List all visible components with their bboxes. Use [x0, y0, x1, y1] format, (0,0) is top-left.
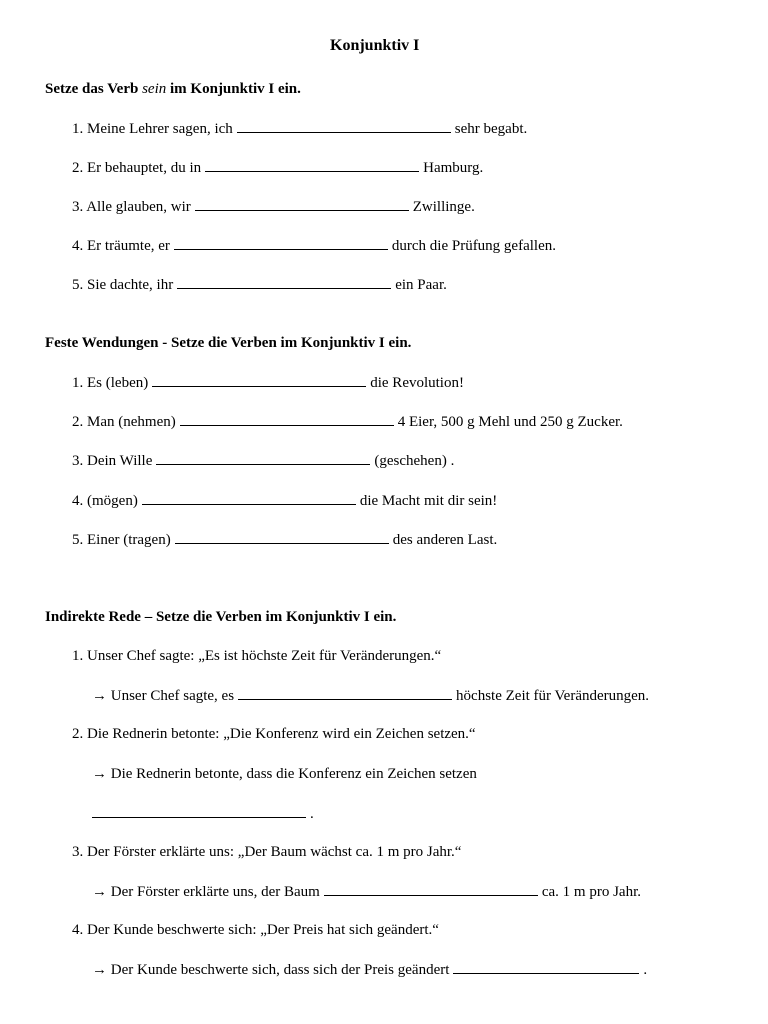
- item-number: 4.: [72, 493, 84, 509]
- answer-blank[interactable]: [180, 412, 394, 426]
- item-number: 1.: [72, 375, 84, 391]
- answer-blank[interactable]: [174, 236, 388, 250]
- answer-text-before: Die Rednerin betonte, dass die Konferenz ein Zeichen setzen: [110, 766, 477, 782]
- exercise-item: [72, 412, 623, 431]
- exercise-item: [72, 530, 497, 549]
- item-number: 4.: [72, 922, 84, 938]
- answer-text-after: .: [310, 806, 314, 822]
- item-text-before: (mögen): [87, 493, 138, 509]
- answer-blank[interactable]: [175, 530, 389, 544]
- answer-text-after: .: [643, 962, 648, 978]
- item-text-before: Einer (tragen): [87, 532, 171, 548]
- section3-heading: Indirekte Rede – Setze die Verben im Konjunktiv I ein.: [45, 609, 397, 625]
- exercise-item: [72, 373, 464, 392]
- item-text-before: Meine Lehrer sagen, ich: [87, 121, 233, 137]
- item-text-after: ein Paar.: [395, 277, 447, 293]
- answer-text-after: ca. 1 m pro Jahr.: [541, 884, 641, 900]
- section1-heading-verb: sein: [142, 81, 167, 97]
- quote-item: [72, 725, 476, 743]
- answer-text-before: Der Förster erklärte uns, der Baum: [110, 884, 320, 900]
- answer-blank[interactable]: [205, 158, 419, 172]
- item-number: 5.: [72, 532, 84, 548]
- exercise-item: [72, 197, 475, 216]
- quote-item: [72, 647, 441, 665]
- item-text-after: durch die Prüfung gefallen.: [391, 238, 556, 254]
- item-number: 5.: [72, 277, 84, 293]
- exercise-item: [72, 275, 447, 294]
- item-quote: Der Kunde beschwerte sich: „Der Preis hat sich geändert.“: [87, 922, 439, 938]
- item-text-before: Er behauptet, du in: [87, 160, 202, 176]
- item-number: 4.: [72, 238, 84, 254]
- item-number: 3.: [72, 844, 84, 860]
- item-number: 2.: [72, 160, 84, 176]
- exercise-item: [72, 491, 497, 510]
- item-quote: Der Förster erklärte uns: „Der Baum wächst ca. 1 m pro Jahr.“: [87, 844, 462, 860]
- item-text-after: des anderen Last.: [392, 532, 498, 548]
- item-number: 1.: [72, 121, 84, 137]
- answer-line: [92, 765, 477, 783]
- answer-blank[interactable]: [238, 686, 452, 700]
- exercise-item: [72, 236, 556, 255]
- exercise-item: [72, 451, 454, 470]
- page-title: Konjunktiv I: [330, 37, 420, 54]
- answer-line: [92, 882, 641, 901]
- answer-line: [92, 960, 647, 979]
- exercise-item: [72, 119, 527, 138]
- answer-text-before: Der Kunde beschwerte sich, dass sich der Preis geändert: [110, 962, 450, 978]
- item-text-after: die Revolution!: [370, 375, 464, 391]
- answer-blank[interactable]: [324, 882, 538, 896]
- item-text-after: die Macht mit dir sein!: [359, 493, 498, 509]
- item-number: 3.: [72, 199, 84, 215]
- answer-line-continued: [92, 804, 314, 823]
- answer-blank[interactable]: [195, 197, 409, 211]
- item-text-before: Dein Wille: [87, 453, 153, 469]
- item-quote: Die Rednerin betonte: „Die Konferenz wird ein Zeichen setzen.“: [87, 726, 476, 742]
- answer-line: [92, 686, 649, 705]
- arrow-right-icon: →: [92, 884, 107, 900]
- item-number: 1.: [72, 648, 84, 664]
- exercise-item: [72, 158, 483, 177]
- item-text-before: Sie dachte, ihr: [87, 277, 174, 293]
- quote-item: [72, 843, 461, 861]
- item-text-before: Man (nehmen): [87, 414, 176, 430]
- answer-blank[interactable]: [152, 373, 366, 387]
- quote-item: [72, 921, 439, 939]
- answer-blank[interactable]: [177, 275, 391, 289]
- section2-heading: Feste Wendungen - Setze die Verben im Konjunktiv I ein.: [45, 335, 412, 351]
- answer-blank[interactable]: [237, 119, 451, 133]
- item-number: 2.: [72, 414, 84, 430]
- item-text-after: Hamburg.: [423, 160, 484, 176]
- item-text-before: Alle glauben, wir: [86, 199, 191, 215]
- answer-blank[interactable]: [142, 491, 356, 505]
- section1-heading: [45, 80, 301, 98]
- answer-blank[interactable]: [453, 960, 639, 974]
- item-number: 2.: [72, 726, 84, 742]
- answer-blank[interactable]: [92, 804, 306, 818]
- item-text-before: Es (leben): [87, 375, 149, 391]
- item-text-after: Zwillinge.: [412, 199, 475, 215]
- section1-heading-post: im Konjunktiv I ein.: [166, 81, 301, 97]
- item-text-after: (geschehen) .: [374, 453, 455, 469]
- answer-text-after: höchste Zeit für Veränderungen.: [456, 688, 650, 704]
- item-number: 3.: [72, 453, 84, 469]
- section1-heading-pre: Setze das Verb: [45, 81, 143, 97]
- arrow-right-icon: →: [92, 688, 107, 704]
- item-text-before: Er träumte, er: [87, 238, 170, 254]
- answer-text-before: Unser Chef sagte, es: [110, 688, 235, 704]
- item-text-after: sehr begabt.: [454, 121, 528, 137]
- answer-blank[interactable]: [156, 451, 370, 465]
- item-text-after: 4 Eier, 500 g Mehl und 250 g Zucker.: [397, 414, 623, 430]
- item-quote: Unser Chef sagte: „Es ist höchste Zeit für Veränderungen.“: [87, 648, 442, 664]
- arrow-right-icon: →: [92, 766, 107, 782]
- arrow-right-icon: →: [92, 962, 107, 978]
